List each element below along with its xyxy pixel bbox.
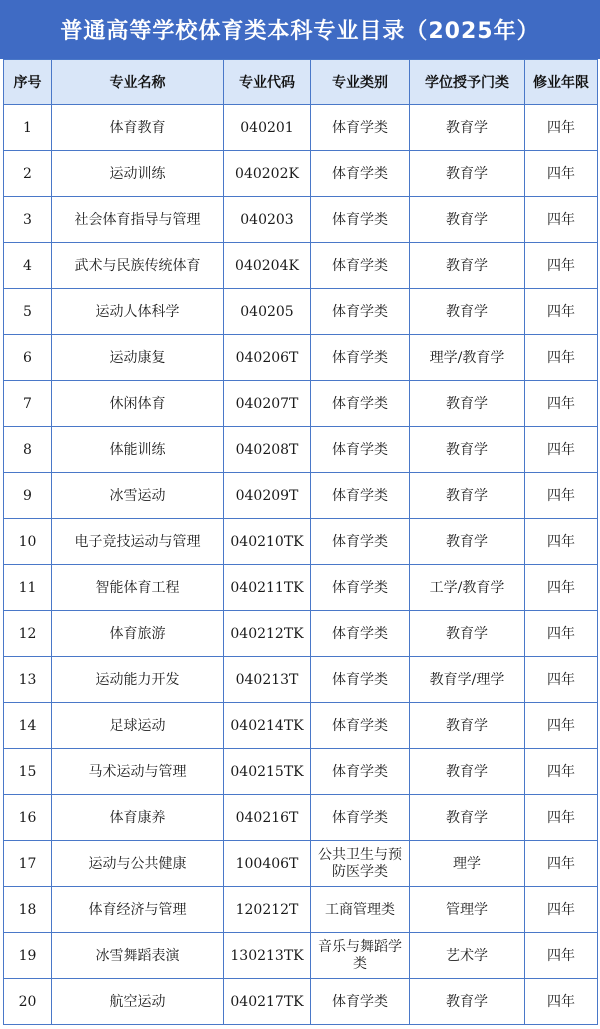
table-row [4,197,598,243]
cell-major-code: 040204K [224,243,311,289]
cell-major-name: 武术与民族传统体育 [52,243,224,289]
table-row [4,151,598,197]
cell-major-code: 040213T [224,657,311,703]
cell-row-index: 13 [4,657,52,703]
cell-major-category: 体育学类 [311,151,410,197]
cell-major-code: 120212T [224,887,311,933]
cell-row-index: 8 [4,427,52,473]
cell-row-index: 9 [4,473,52,519]
cell-row-index: 19 [4,933,52,979]
page-title: 普通高等学校体育类本科专业目录（2025年） [0,0,600,59]
table-row [4,749,598,795]
cell-study-duration: 四年 [525,657,598,703]
cell-degree-category: 教育学/理学 [410,657,525,703]
cell-degree-category: 教育学 [410,611,525,657]
cell-major-category: 体育学类 [311,427,410,473]
cell-study-duration: 四年 [525,795,598,841]
cell-major-name: 运动康复 [52,335,224,381]
cell-major-name: 冰雪舞蹈表演 [52,933,224,979]
column-header-category: 专业类别 [311,60,410,105]
cell-major-name: 智能体育工程 [52,565,224,611]
cell-row-index: 5 [4,289,52,335]
cell-degree-category: 教育学 [410,151,525,197]
cell-degree-category: 教育学 [410,703,525,749]
cell-row-index: 3 [4,197,52,243]
cell-degree-category: 教育学 [410,243,525,289]
cell-study-duration: 四年 [525,565,598,611]
cell-major-category: 体育学类 [311,105,410,151]
cell-major-code: 100406T [224,841,311,887]
cell-major-name: 体育旅游 [52,611,224,657]
cell-study-duration: 四年 [525,427,598,473]
cell-major-name: 运动训练 [52,151,224,197]
cell-study-duration: 四年 [525,933,598,979]
cell-degree-category: 管理学 [410,887,525,933]
cell-major-category: 体育学类 [311,519,410,565]
table-row [4,841,598,887]
table-row [4,381,598,427]
cell-major-name: 航空运动 [52,979,224,1025]
cell-major-name: 体育教育 [52,105,224,151]
cell-row-index: 20 [4,979,52,1025]
column-header-major-code: 专业代码 [224,60,311,105]
table-row [4,427,598,473]
table-row [4,519,598,565]
cell-degree-category: 教育学 [410,519,525,565]
cell-study-duration: 四年 [525,749,598,795]
cell-major-category: 体育学类 [311,335,410,381]
cell-major-category: 体育学类 [311,381,410,427]
cell-row-index: 12 [4,611,52,657]
cell-row-index: 10 [4,519,52,565]
cell-study-duration: 四年 [525,197,598,243]
cell-major-name: 足球运动 [52,703,224,749]
cell-study-duration: 四年 [525,841,598,887]
cell-degree-category: 教育学 [410,381,525,427]
column-header-index: 序号 [4,60,52,105]
table-row [4,611,598,657]
major-catalog-table [3,59,598,1025]
table-row [4,887,598,933]
cell-major-code: 040210TK [224,519,311,565]
cell-row-index: 7 [4,381,52,427]
cell-row-index: 16 [4,795,52,841]
cell-major-category: 体育学类 [311,611,410,657]
cell-study-duration: 四年 [525,289,598,335]
cell-study-duration: 四年 [525,703,598,749]
table-row [4,703,598,749]
cell-major-code: 040201 [224,105,311,151]
cell-major-name: 休闲体育 [52,381,224,427]
table-row [4,795,598,841]
table-row [4,105,598,151]
cell-major-category: 体育学类 [311,703,410,749]
cell-major-category: 体育学类 [311,473,410,519]
cell-major-name: 冰雪运动 [52,473,224,519]
cell-major-name: 社会体育指导与管理 [52,197,224,243]
cell-major-code: 040217TK [224,979,311,1025]
cell-row-index: 1 [4,105,52,151]
table-row [4,933,598,979]
cell-study-duration: 四年 [525,611,598,657]
cell-major-code: 040205 [224,289,311,335]
cell-major-name: 电子竞技运动与管理 [52,519,224,565]
cell-major-code: 040211TK [224,565,311,611]
table-body [4,105,598,1025]
cell-major-category: 体育学类 [311,979,410,1025]
cell-degree-category: 理学/教育学 [410,335,525,381]
cell-row-index: 18 [4,887,52,933]
cell-degree-category: 工学/教育学 [410,565,525,611]
cell-major-name: 运动人体科学 [52,289,224,335]
cell-row-index: 6 [4,335,52,381]
table-row [4,473,598,519]
cell-study-duration: 四年 [525,519,598,565]
cell-degree-category: 教育学 [410,473,525,519]
cell-major-code: 040212TK [224,611,311,657]
cell-study-duration: 四年 [525,105,598,151]
table-row [4,565,598,611]
cell-major-code: 040216T [224,795,311,841]
cell-major-category: 体育学类 [311,289,410,335]
cell-major-category: 体育学类 [311,243,410,289]
cell-major-category: 体育学类 [311,749,410,795]
cell-major-code: 040208T [224,427,311,473]
cell-degree-category: 教育学 [410,979,525,1025]
column-header-duration: 修业年限 [525,60,598,105]
cell-major-name: 马术运动与管理 [52,749,224,795]
cell-degree-category: 教育学 [410,795,525,841]
cell-row-index: 2 [4,151,52,197]
column-header-major-name: 专业名称 [52,60,224,105]
cell-major-name: 运动能力开发 [52,657,224,703]
cell-major-category: 音乐与舞蹈学类 [311,933,410,979]
cell-major-code: 040209T [224,473,311,519]
table-row [4,289,598,335]
cell-major-name: 体能训练 [52,427,224,473]
cell-major-code: 040214TK [224,703,311,749]
cell-row-index: 11 [4,565,52,611]
cell-major-category: 体育学类 [311,565,410,611]
cell-row-index: 15 [4,749,52,795]
cell-row-index: 4 [4,243,52,289]
cell-study-duration: 四年 [525,979,598,1025]
table-row [4,979,598,1025]
cell-major-code: 040215TK [224,749,311,795]
cell-major-category: 体育学类 [311,197,410,243]
cell-major-name: 体育康养 [52,795,224,841]
cell-degree-category: 教育学 [410,197,525,243]
cell-study-duration: 四年 [525,381,598,427]
table-row [4,335,598,381]
cell-study-duration: 四年 [525,473,598,519]
cell-major-category: 体育学类 [311,795,410,841]
cell-study-duration: 四年 [525,151,598,197]
cell-major-code: 040203 [224,197,311,243]
cell-degree-category: 教育学 [410,427,525,473]
cell-degree-category: 教育学 [410,749,525,795]
cell-major-category: 工商管理类 [311,887,410,933]
cell-row-index: 14 [4,703,52,749]
cell-study-duration: 四年 [525,243,598,289]
column-header-degree: 学位授予门类 [410,60,525,105]
table-row [4,657,598,703]
table-row [4,243,598,289]
cell-major-code: 040207T [224,381,311,427]
cell-major-name: 体育经济与管理 [52,887,224,933]
cell-major-code: 130213TK [224,933,311,979]
cell-major-category: 体育学类 [311,657,410,703]
cell-row-index: 17 [4,841,52,887]
cell-study-duration: 四年 [525,335,598,381]
cell-degree-category: 艺术学 [410,933,525,979]
cell-major-code: 040202K [224,151,311,197]
cell-major-category: 公共卫生与预防医学类 [311,841,410,887]
cell-major-name: 运动与公共健康 [52,841,224,887]
table-header-row [4,60,598,105]
cell-study-duration: 四年 [525,887,598,933]
cell-major-code: 040206T [224,335,311,381]
cell-degree-category: 教育学 [410,105,525,151]
cell-degree-category: 理学 [410,841,525,887]
cell-degree-category: 教育学 [410,289,525,335]
